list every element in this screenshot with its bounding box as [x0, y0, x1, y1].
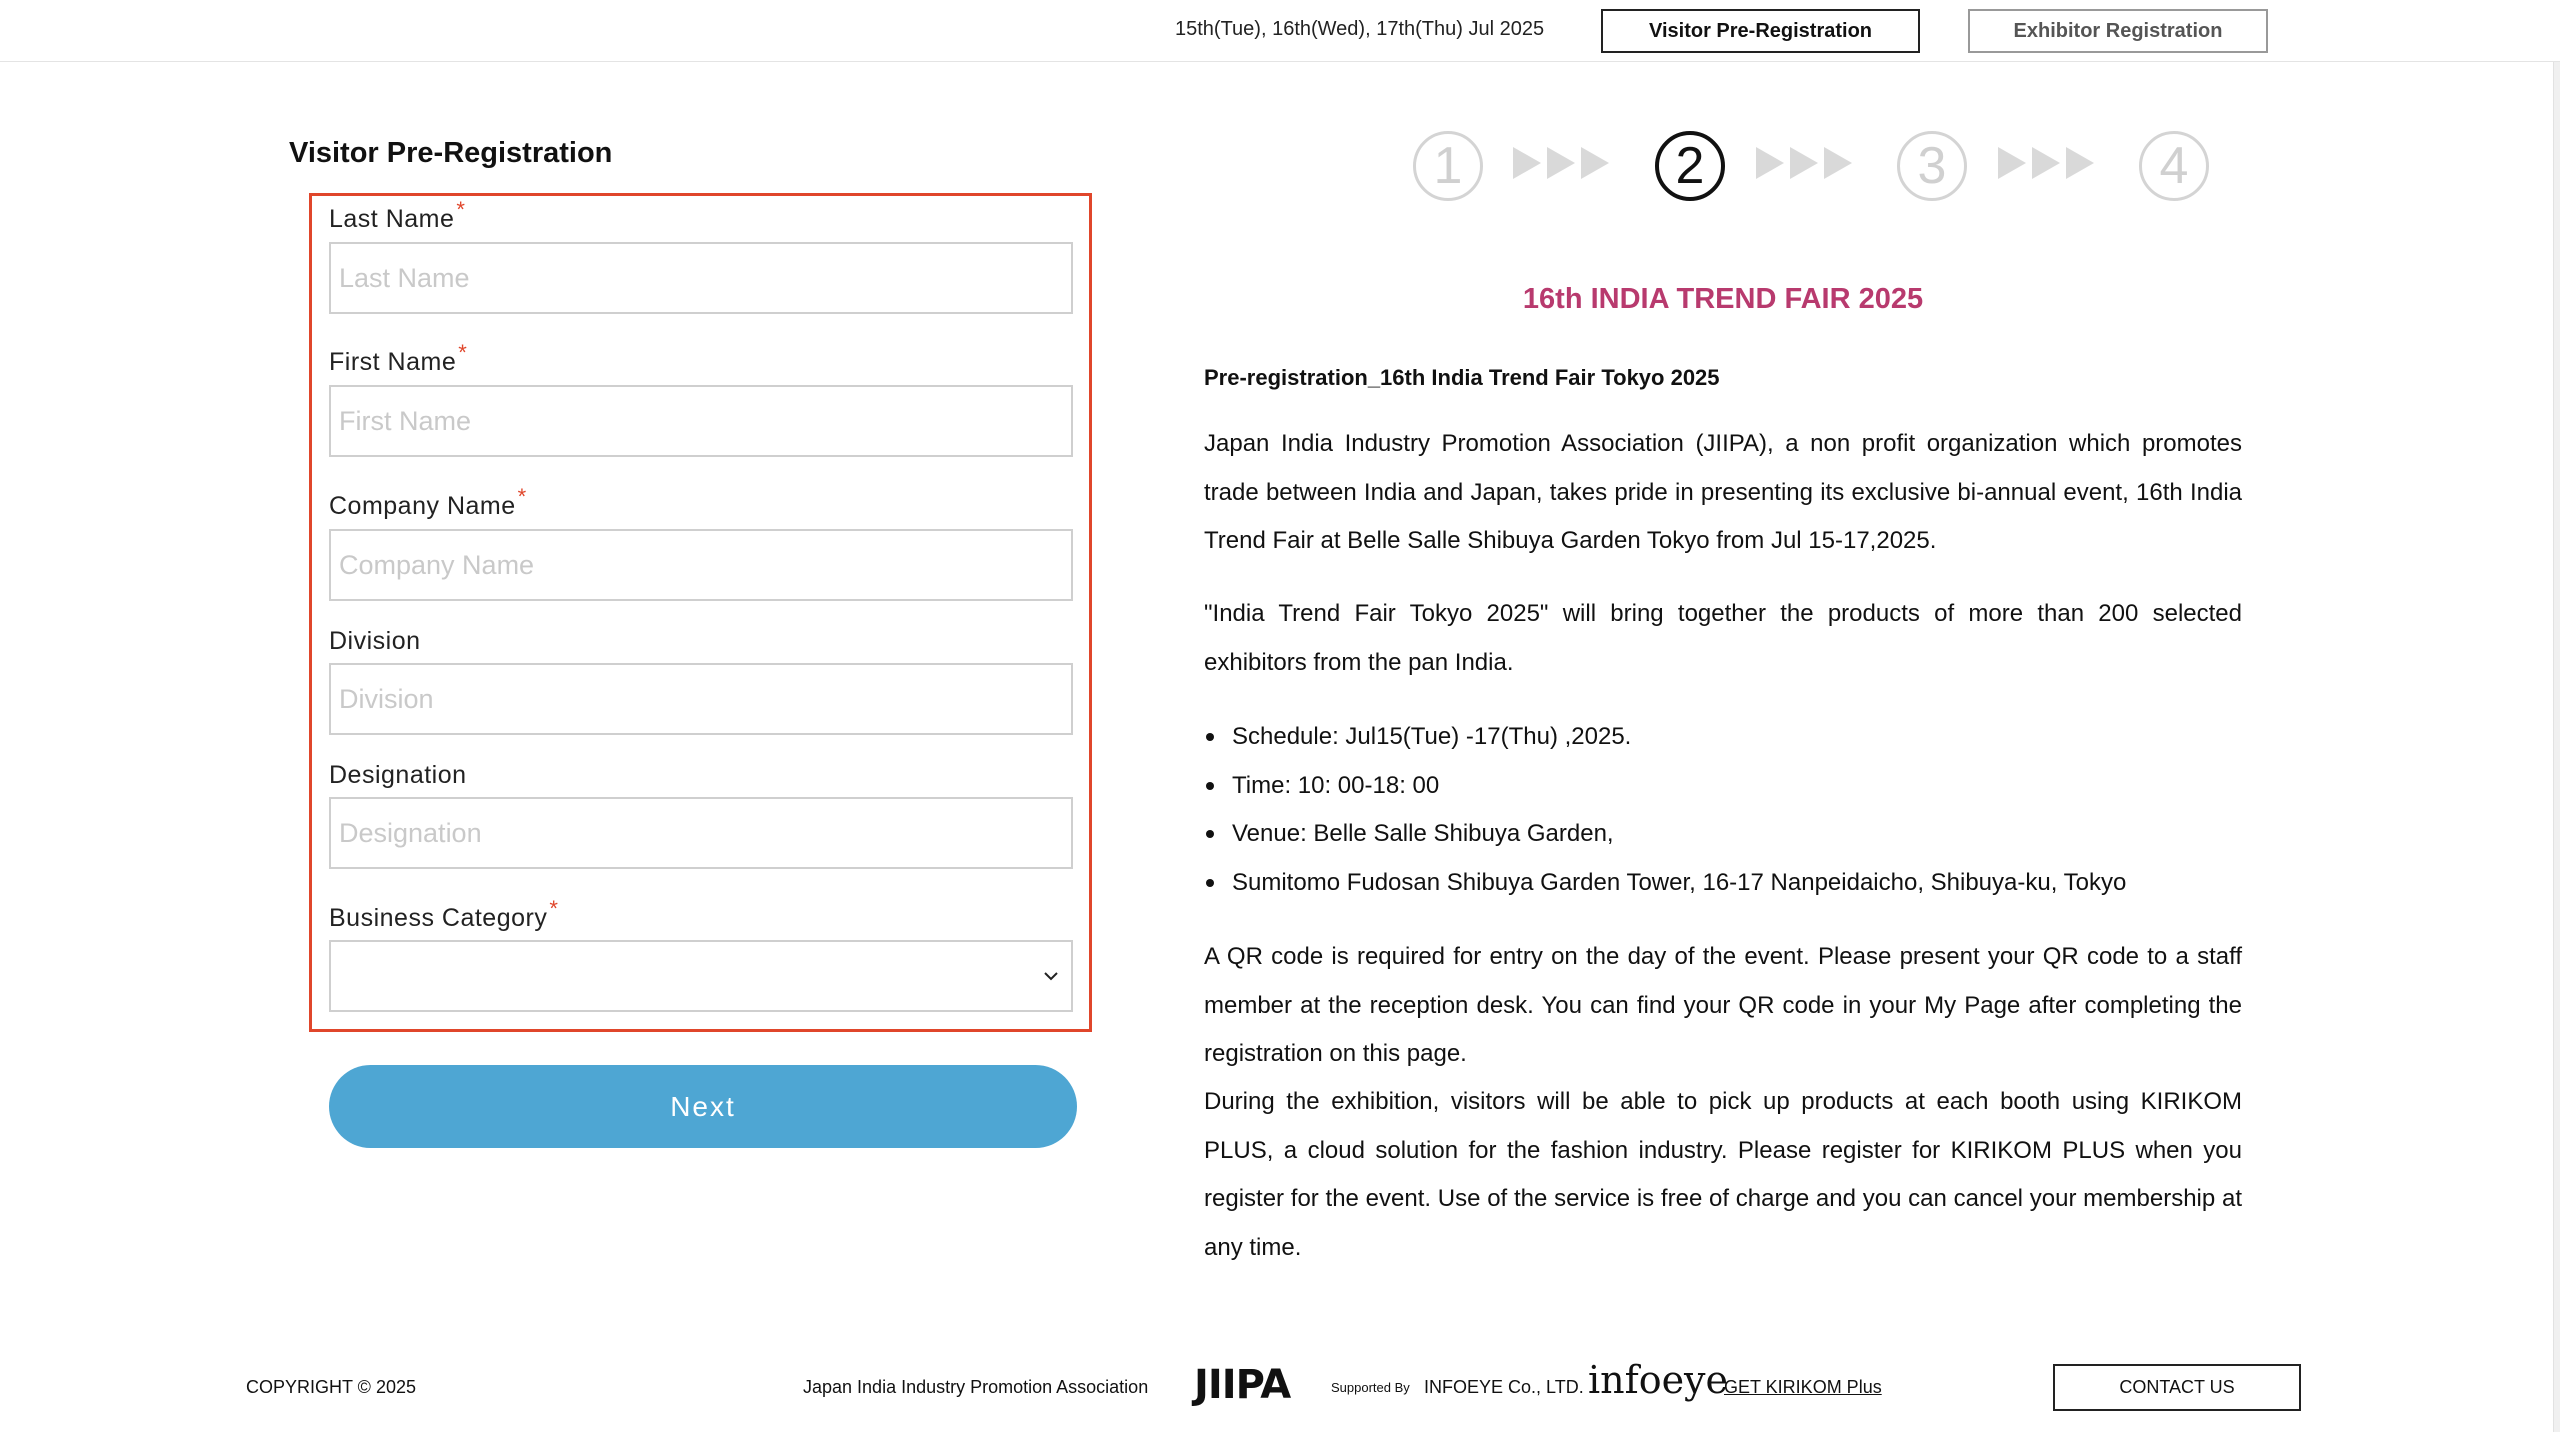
event-subtitle: Pre-registration_16th India Trend Fair Tokyo 2025 — [1204, 365, 1720, 390]
list-item: Time: 10: 00-18: 00 — [1204, 762, 2242, 811]
visitor-pre-registration-button[interactable]: Visitor Pre-Registration — [1601, 9, 1920, 53]
company-name-label: Company Name* — [329, 484, 527, 520]
chevron-down-icon — [1039, 964, 1063, 988]
required-asterisk: * — [458, 340, 468, 365]
jiipa-logo: JIIPA — [1194, 1362, 1291, 1408]
association-name: Japan India Industry Promotion Association — [803, 1377, 1149, 1397]
contact-us-button[interactable]: CONTACT US — [2053, 1364, 2301, 1411]
step-1-indicator: 1 — [1413, 131, 1483, 201]
form-title: Visitor Pre-Registration — [289, 137, 613, 169]
infoeye-logo: infoeye — [1588, 1358, 1729, 1402]
intro-paragraph: Japan India Industry Promotion Association (JIIPA), a non profit organization which promotes trade between India and Japan, takes pride in presenting its exclusive bi-annual event, 16th India Trend Fair at Belle Salle Shibuya Garden Tokyo from Jul 15-17,2025. — [1204, 430, 2242, 554]
exhibitors-paragraph: "India Trend Fair Tokyo 2025" will bring together the products of more than 200 selected exhibitors from the pan India. — [1204, 600, 2242, 676]
list-item: Sumitomo Fudosan Shibuya Garden Tower, 16-17 Nanpeidaicho, Shibuya-ku, Tokyo — [1204, 859, 2242, 908]
company-name-input[interactable] — [329, 529, 1073, 601]
qr-code-paragraph: A QR code is required for entry on the day of the event. Please present your QR code to a staff member at the reception desk. You can find your QR code in your My Page after completing the registration on this page. — [1204, 943, 2242, 1067]
scrollbar[interactable] — [2553, 62, 2560, 1432]
designation-label: Designation — [329, 761, 467, 789]
step-arrows-icon — [1998, 143, 2102, 183]
step-4-indicator: 4 — [2139, 131, 2209, 201]
required-asterisk: * — [517, 484, 527, 509]
business-category-select[interactable] — [329, 940, 1073, 1012]
kirikom-paragraph: During the exhibition, visitors will be able to pick up products at each booth using KIRIKOM PLUS, a cloud solution for the fashion industry. Please register for KIRIKOM PLUS when you register for the event. Use of the service is free of charge and you can cancel your membership at any time. — [1204, 1088, 2242, 1261]
last-name-input[interactable] — [329, 242, 1073, 314]
required-asterisk: * — [549, 896, 559, 921]
step-arrows-icon — [1756, 143, 1860, 183]
division-input[interactable] — [329, 663, 1073, 735]
top-header — [0, 0, 2560, 62]
infoeye-company-name: INFOEYE Co., LTD. — [1424, 1377, 1584, 1397]
first-name-label: First Name* — [329, 340, 468, 376]
next-button[interactable]: Next — [329, 1065, 1077, 1148]
event-title: 16th INDIA TREND FAIR 2025 — [1522, 283, 1924, 315]
step-3-indicator: 3 — [1897, 131, 1967, 201]
list-item: Schedule: Jul15(Tue) -17(Thu) ,2025. — [1204, 713, 2242, 762]
last-name-label: Last Name* — [329, 197, 466, 233]
business-category-label: Business Category* — [329, 896, 559, 932]
list-item: Venue: Belle Salle Shibuya Garden, — [1204, 810, 2242, 859]
copyright-text: COPYRIGHT © 2025 — [246, 1377, 416, 1397]
event-dates: 15th(Tue), 16th(Wed), 17th(Thu) Jul 2025 — [1175, 18, 1545, 40]
get-kirikom-plus-link[interactable]: GET KIRIKOM Plus — [1724, 1377, 1882, 1397]
exhibitor-registration-button[interactable]: Exhibitor Registration — [1968, 9, 2268, 53]
step-arrows-icon — [1513, 143, 1617, 183]
designation-input[interactable] — [329, 797, 1073, 869]
event-details-list — [1204, 713, 2242, 907]
required-asterisk: * — [456, 197, 466, 222]
step-2-indicator: 2 — [1655, 131, 1725, 201]
supported-by-text: Supported By — [1331, 1380, 1410, 1395]
division-label: Division — [329, 627, 421, 655]
first-name-input[interactable] — [329, 385, 1073, 457]
